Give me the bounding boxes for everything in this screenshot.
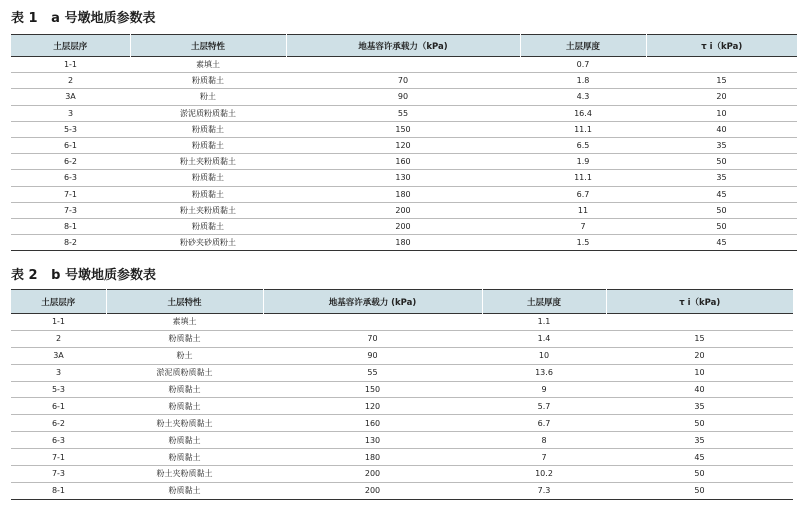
cell-bearing-capacity: 55 [263,364,482,381]
table-row [11,381,793,398]
cell-layer-order: 6-2 [11,154,130,170]
cell-layer-property: 粉砂夹砂质粉土 [130,235,286,251]
cell-layer-order: 2 [11,330,106,347]
cell-layer-order: 6-3 [11,170,130,186]
cell-bearing-capacity: 55 [286,105,520,121]
table-row [11,57,797,73]
cell-layer-property: 粉质黏土 [106,398,263,415]
cell-layer-order: 6-3 [11,432,106,449]
cell-layer-thickness: 0.7 [520,57,646,73]
cell-layer-thickness: 13.6 [482,364,606,381]
cell-layer-thickness: 11 [520,202,646,218]
table-row [11,154,797,170]
cell-friction: 35 [606,398,793,415]
cell-layer-order: 7-3 [11,466,106,483]
table-row [11,73,797,89]
cell-layer-order: 8-1 [11,218,130,234]
cell-layer-order: 6-1 [11,137,130,153]
cell-bearing-capacity [263,314,482,331]
cell-layer-thickness: 9 [482,381,606,398]
cell-friction: 50 [646,202,797,218]
cell-bearing-capacity: 180 [286,235,520,251]
cell-layer-thickness: 1.4 [482,330,606,347]
cell-layer-thickness: 7 [520,218,646,234]
table-row [11,364,793,381]
cell-layer-thickness: 5.7 [482,398,606,415]
cell-layer-thickness: 1.1 [482,314,606,331]
cell-friction: 10 [646,105,797,121]
cell-layer-property: 素填土 [130,57,286,73]
cell-layer-order: 3A [11,89,130,105]
cell-layer-thickness: 7.3 [482,482,606,499]
cell-layer-thickness: 1.9 [520,154,646,170]
cell-bearing-capacity: 120 [263,398,482,415]
table-row [11,415,793,432]
header-bearing-capacity: 地基容许承载力（kPa) [286,35,520,57]
cell-layer-property: 粉质黏土 [130,186,286,202]
cell-friction: 35 [606,432,793,449]
cell-layer-thickness: 10 [482,347,606,364]
cell-friction: 15 [646,73,797,89]
cell-bearing-capacity: 200 [286,218,520,234]
cell-layer-property: 粉土夹粉质黏土 [130,202,286,218]
cell-friction: 50 [646,154,797,170]
cell-layer-order: 1-1 [11,314,106,331]
table-a-caption: 表 1 a 号墩地质参数表 [11,11,156,26]
cell-layer-thickness: 16.4 [520,105,646,121]
header-layer-order: 土层层序 [11,35,130,57]
cell-friction: 35 [646,170,797,186]
cell-bearing-capacity: 150 [263,381,482,398]
header-friction: τ i（kPa) [606,290,793,314]
cell-layer-property: 粉质黏土 [106,381,263,398]
cell-friction: 45 [606,449,793,466]
cell-layer-thickness: 8 [482,432,606,449]
cell-layer-property: 粉土夹粉质黏土 [106,466,263,483]
cell-layer-thickness: 11.1 [520,170,646,186]
table-row [11,330,793,347]
cell-layer-order: 8-2 [11,235,130,251]
table-b-header [11,290,793,314]
cell-layer-property: 粉质黏土 [130,121,286,137]
table-row [11,218,797,234]
cell-layer-order: 2 [11,73,130,89]
table-row [11,89,797,105]
cell-friction: 50 [606,466,793,483]
cell-bearing-capacity: 180 [286,186,520,202]
table-row [11,466,793,483]
cell-layer-property: 粉质黏土 [106,330,263,347]
table-row [11,137,797,153]
table-b-caption: 表 2 b 号墩地质参数表 [11,268,156,283]
table-row [11,121,797,137]
header-layer-thickness: 土层厚度 [482,290,606,314]
cell-layer-order: 3 [11,364,106,381]
table-row [11,482,793,499]
cell-layer-property: 素填土 [106,314,263,331]
cell-friction: 50 [606,482,793,499]
cell-layer-order: 7-1 [11,186,130,202]
cell-layer-order: 7-1 [11,449,106,466]
cell-layer-thickness: 4.3 [520,89,646,105]
cell-layer-property: 粉质黏土 [106,482,263,499]
cell-layer-thickness: 6.7 [520,186,646,202]
cell-friction: 20 [606,347,793,364]
cell-friction [646,57,797,73]
cell-layer-property: 粉质黏土 [106,432,263,449]
cell-layer-property: 粉质黏土 [130,218,286,234]
cell-bearing-capacity: 70 [286,73,520,89]
cell-friction: 50 [646,218,797,234]
table-b-body [11,314,793,500]
cell-bearing-capacity: 130 [263,432,482,449]
cell-friction [606,314,793,331]
header-layer-thickness: 土层厚度 [520,35,646,57]
geology-table-b [11,289,793,500]
table-row [11,170,797,186]
table-row [11,314,793,331]
cell-friction: 40 [646,121,797,137]
cell-layer-property: 粉土夹粉质黏土 [106,415,263,432]
table-row [11,235,797,251]
table-a-body [11,57,797,251]
cell-friction: 40 [606,381,793,398]
cell-layer-thickness: 6.5 [520,137,646,153]
cell-layer-property: 粉土 [130,89,286,105]
table-row [11,347,793,364]
cell-layer-property: 粉质黏土 [130,137,286,153]
cell-friction: 45 [646,235,797,251]
table-row [11,186,797,202]
cell-layer-thickness: 10.2 [482,466,606,483]
cell-bearing-capacity [286,57,520,73]
cell-layer-thickness: 7 [482,449,606,466]
header-layer-property: 土层特性 [130,35,286,57]
cell-friction: 10 [606,364,793,381]
table-row [11,105,797,121]
cell-bearing-capacity: 130 [286,170,520,186]
cell-layer-order: 7-3 [11,202,130,218]
cell-layer-thickness: 1.8 [520,73,646,89]
cell-layer-property: 粉质黏土 [106,449,263,466]
cell-layer-property: 粉土 [106,347,263,364]
table-row [11,202,797,218]
cell-layer-property: 淤泥质粉质黏土 [106,364,263,381]
cell-layer-thickness: 1.5 [520,235,646,251]
geology-table-a [11,34,797,251]
cell-layer-thickness: 6.7 [482,415,606,432]
cell-friction: 50 [606,415,793,432]
cell-layer-order: 6-1 [11,398,106,415]
table-row [11,398,793,415]
header-row [11,35,797,57]
cell-bearing-capacity: 200 [263,466,482,483]
cell-layer-order: 5-3 [11,381,106,398]
cell-layer-property: 粉质黏土 [130,73,286,89]
cell-layer-property: 淤泥质粉质黏土 [130,105,286,121]
cell-bearing-capacity: 150 [286,121,520,137]
cell-bearing-capacity: 120 [286,137,520,153]
cell-bearing-capacity: 200 [286,202,520,218]
cell-bearing-capacity: 70 [263,330,482,347]
cell-layer-thickness: 11.1 [520,121,646,137]
table-a-header [11,35,797,57]
table-row [11,449,793,466]
header-friction: τ i（kPa) [646,35,797,57]
cell-layer-order: 3 [11,105,130,121]
cell-bearing-capacity: 200 [263,482,482,499]
cell-bearing-capacity: 90 [286,89,520,105]
header-layer-order: 土层层序 [11,290,106,314]
cell-friction: 15 [606,330,793,347]
cell-friction: 35 [646,137,797,153]
header-row [11,290,793,314]
cell-layer-property: 粉土夹粉质黏土 [130,154,286,170]
cell-bearing-capacity: 90 [263,347,482,364]
table-row [11,432,793,449]
cell-layer-order: 8-1 [11,482,106,499]
cell-layer-order: 1-1 [11,57,130,73]
cell-bearing-capacity: 160 [263,415,482,432]
cell-bearing-capacity: 160 [286,154,520,170]
header-bearing-capacity: 地基容许承载力 (kPa) [263,290,482,314]
cell-friction: 45 [646,186,797,202]
cell-bearing-capacity: 180 [263,449,482,466]
cell-layer-property: 粉质黏土 [130,170,286,186]
header-layer-property: 土层特性 [106,290,263,314]
cell-layer-order: 3A [11,347,106,364]
cell-friction: 20 [646,89,797,105]
cell-layer-order: 6-2 [11,415,106,432]
cell-layer-order: 5-3 [11,121,130,137]
